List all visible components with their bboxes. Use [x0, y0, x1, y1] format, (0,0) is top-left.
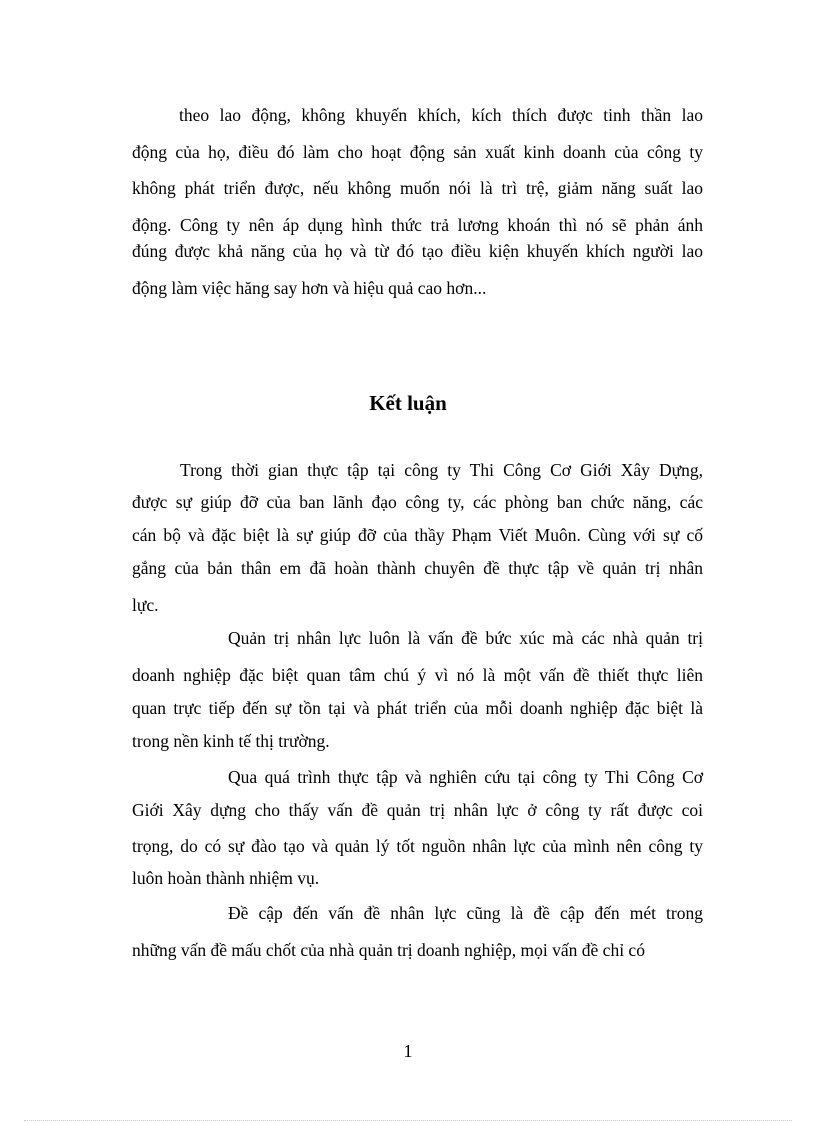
text-line: theo lao động, không khuyến khích, kích thích được tinh thần lao	[179, 105, 703, 125]
page-number: 1	[403, 1041, 413, 1061]
text-line: doanh nghiệp đặc biệt quan tâm chú ý vì nó là một vấn đề thiết thực liên	[132, 665, 703, 685]
text-line: cán bộ và đặc biệt là sự giúp đỡ của thầy Phạm Viết Muôn. Cùng với sự cố	[132, 525, 703, 545]
text-line: luôn hoàn thành nhiệm vụ.	[132, 868, 320, 888]
text-line: Giới Xây dựng cho thấy vấn đề quản trị nhân lực ở công ty rất được coi	[132, 800, 703, 820]
page-bottom-rule	[24, 1120, 792, 1121]
text-line: trong nền kinh tế thị trường.	[132, 731, 330, 751]
text-line: động làm việc hăng say hơn và hiệu quả cao hơn...	[132, 278, 487, 298]
text-line: Qua quá trình thực tập và nghiên cứu tại công ty Thi Công Cơ	[228, 767, 703, 787]
text-line: Quản trị nhân lực luôn là vấn đề bức xúc mà các nhà quản trị	[228, 628, 703, 648]
text-line: những vấn đề mấu chốt của nhà quản trị doanh nghiệp, mọi vấn đề chỉ có	[132, 940, 645, 960]
section-heading: Kết luận	[369, 391, 447, 415]
text-line: đúng được khả năng của họ và từ đó tạo điều kiện khuyến khích người lao	[132, 241, 703, 261]
text-line: lực.	[132, 595, 159, 615]
text-line: động của họ, điều đó làm cho hoạt động sản xuất kinh doanh của công ty	[132, 142, 703, 162]
text-line: quan trực tiếp đến sự tồn tại và phát triển của mỗi doanh nghiệp đặc biệt là	[132, 698, 703, 718]
text-line: gắng của bản thân em đã hoàn thành chuyên đề thực tập về quản trị nhân	[132, 558, 703, 578]
text-line: trọng, do có sự đào tạo và quản lý tốt nguồn nhân lực của mình nên công ty	[132, 836, 703, 856]
text-line: không phát triển được, nếu không muốn nói là trì trệ, giảm năng suất lao	[132, 178, 703, 198]
text-line: được sự giúp đỡ của ban lãnh đạo công ty, các phòng ban chức năng, các	[132, 492, 703, 512]
text-line: Đề cập đến vấn đề nhân lực cũng là đề cập đến mét trong	[228, 903, 703, 923]
text-line: động. Công ty nên áp dụng hình thức trả lương khoán thì nó sẽ phản ánh	[132, 215, 703, 235]
text-line: Trong thời gian thực tập tại công ty Thi Công Cơ Giới Xây Dựng,	[180, 460, 703, 480]
